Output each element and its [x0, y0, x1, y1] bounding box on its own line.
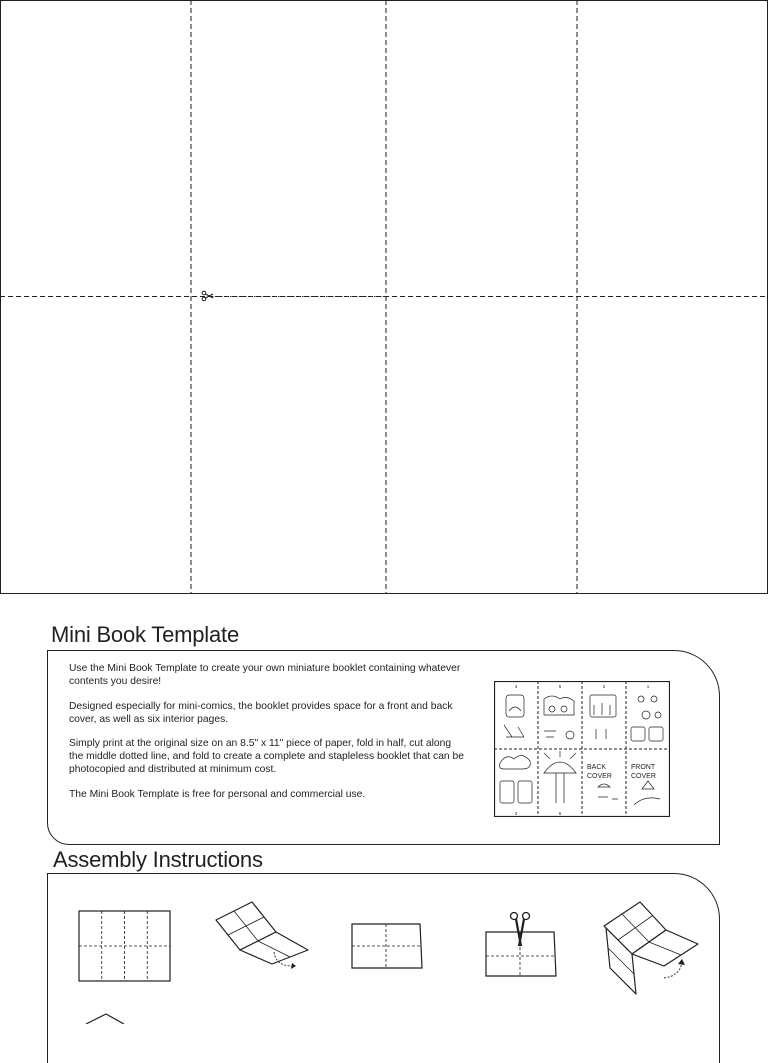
step-6-diagram [80, 1012, 140, 1024]
thumb-page-number: 1 [646, 684, 650, 689]
description-paragraph-3: Simply print at the original size on an 8.5" x 11" piece of paper, fold in half, cut along the middle dotted line, and fold to create a complete and stapleless booklet that can be photocopied and distributed at minimum cost. [69, 738, 464, 775]
assembly-title: Assembly Instructions [53, 847, 263, 872]
thumb-back-cover-label: COVER [587, 773, 612, 780]
step-1-diagram [78, 910, 172, 982]
thumb-page-number: 5 [558, 684, 562, 689]
thumb-page-number: 6 [558, 811, 562, 816]
template-description [69, 662, 464, 812]
scissors-icon [508, 910, 532, 950]
step-3-diagram [350, 922, 424, 972]
thumb-back-cover-label: BACK [587, 764, 607, 771]
fold-arrow-icon [270, 948, 298, 970]
description-paragraph-2: Designed especially for mini-comics, the booklet provides space for a front and back cover, as well as six interior pages. [69, 700, 453, 725]
fold-arrow-icon [660, 958, 688, 982]
thumb-page-number: 3 [514, 811, 518, 816]
thumb-page-number: 4 [514, 684, 518, 689]
template-title: Mini Book Template [51, 622, 239, 647]
description-paragraph-1: Use the Mini Book Template to create your own miniature booklet containing whatever contents you desire! [69, 663, 461, 687]
thumb-front-cover-label: FRONT [631, 764, 656, 771]
example-booklet-thumbnail [494, 681, 670, 817]
thumb-page-number: 2 [602, 684, 606, 689]
step-5-diagram [602, 898, 700, 998]
thumb-front-cover-label: COVER [631, 773, 656, 780]
description-paragraph-4: The Mini Book Template is free for personal and commercial use. [69, 788, 366, 800]
